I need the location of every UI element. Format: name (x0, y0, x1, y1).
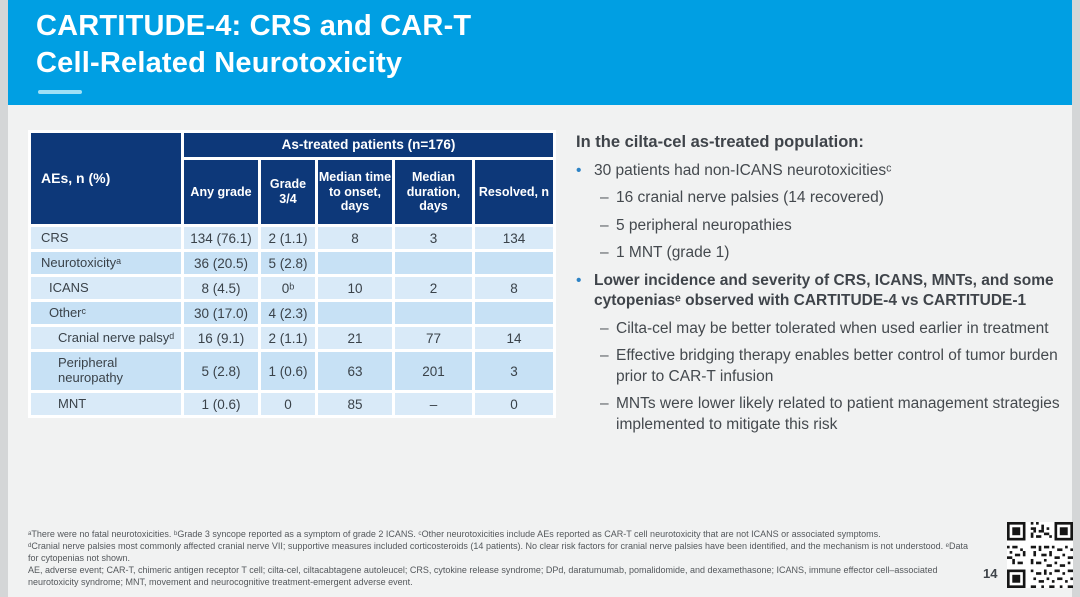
sub-bullet-item (600, 188, 1076, 208)
table-cell: 2 (1.1) (261, 327, 315, 349)
table-cell (395, 252, 472, 274)
table-cell: 201 (395, 352, 472, 390)
table-cell: 14 (475, 327, 553, 349)
bullet-icon: • (576, 162, 582, 179)
table-cell: 8 (318, 227, 392, 249)
page-number: 14 (983, 566, 998, 581)
table-cell: 5 (2.8) (184, 352, 258, 390)
footnote-line-1: ᵃThere were no fatal neurotoxicities. ᵇGrade 3 syncope reported as a symptom of grade 2 ICANS. ᶜOther neurotoxicities include AEs reported as CAR-T cell neurotoxicity that are not ICANS or associated symptoms. (28, 529, 881, 539)
table-cell: 21 (318, 327, 392, 349)
table-corner-header: AEs, n (%) (31, 133, 181, 224)
row-label: MNT (31, 393, 181, 415)
table-cell: 0ᵇ (261, 277, 315, 299)
table-cell: 2 (1.1) (261, 227, 315, 249)
dash-icon: – (600, 244, 609, 262)
column-header-median-duration: Median duration, days (395, 160, 472, 224)
slide (8, 0, 1072, 597)
bullet-text: Lower incidence and severity of CRS, ICANS, MNTs, and some cytopeniasᵉ observed with CARTITUDE-4 vs CARTITUDE-1 (594, 271, 1054, 310)
bullet-text: 30 patients had non-ICANS neurotoxicitiesᶜ (594, 162, 892, 179)
ae-table-header (31, 133, 553, 224)
table-cell: 3 (475, 352, 553, 390)
sub-bullet-item (600, 319, 1076, 339)
slide-title-line2: Cell-Related Neurotoxicity (36, 47, 403, 80)
row-label: CRS (31, 227, 181, 249)
table-row-peripheral-neuropathy (31, 352, 553, 390)
dash-icon: – (600, 319, 609, 337)
footnotes (28, 529, 980, 589)
slide-title (36, 8, 471, 82)
bullet-text: 5 peripheral neuropathies (616, 216, 792, 234)
table-cell (475, 252, 553, 274)
table-cell: 2 (395, 277, 472, 299)
title-underline (38, 90, 82, 94)
table-span-header: As-treated patients (n=176) (184, 133, 553, 157)
qr-code (1007, 522, 1073, 588)
table-row-other (31, 302, 553, 324)
bullet-text: MNTs were lower likely related to patient management strategies implemented to mitigate this risk (616, 395, 1060, 433)
table-row-neurotoxicity (31, 252, 553, 274)
bullet-item (576, 271, 1076, 312)
table-cell: 77 (395, 327, 472, 349)
sub-bullet-item (600, 216, 1076, 236)
slide-header (8, 0, 1072, 105)
table-cell (318, 302, 392, 324)
sub-bullet-item (600, 346, 1076, 387)
summary-panel (576, 133, 1076, 442)
table-cell: 1 (0.6) (261, 352, 315, 390)
table-row-mnt (31, 393, 553, 415)
table-cell: 5 (2.8) (261, 252, 315, 274)
row-label: ICANS (31, 277, 181, 299)
table-row-cranial-nerve-palsy (31, 327, 553, 349)
table-cell: 134 (76.1) (184, 227, 258, 249)
table-cell: 134 (475, 227, 553, 249)
table-cell: 8 (4.5) (184, 277, 258, 299)
table-cell: 16 (9.1) (184, 327, 258, 349)
row-label: Cranial nerve palsyᵈ (31, 327, 181, 349)
column-header-resolved: Resolved, n (475, 160, 553, 224)
table-cell: 85 (318, 393, 392, 415)
table-cell (395, 302, 472, 324)
footnote-abbreviations: AE, adverse event; CAR-T, chimeric antigen receptor T cell; cilta-cel, ciltacabtagene autoleucel; CRS, cytokine release syndrome; DPd, daratumumab, pomalidomide, and dexamethasone; ICANS, immune effector cell–associated neurotoxicity syndrome; MNT, movement and neurocognitive treatment-emergent adverse event. (28, 564, 938, 587)
column-header-grade-3-4: Grade 3/4 (261, 160, 315, 224)
table-cell: 1 (0.6) (184, 393, 258, 415)
dash-icon: – (600, 395, 609, 413)
bullet-text: 16 cranial nerve palsies (14 recovered) (616, 189, 884, 207)
slide-title-line1: CARTITUDE-4: CRS and CAR-T (36, 10, 472, 42)
table-cell: 0 (475, 393, 553, 415)
row-label: Peripheral neuropathy (31, 352, 181, 390)
sub-bullet-item (600, 243, 1076, 263)
table-cell: 63 (318, 352, 392, 390)
table-cell: 30 (17.0) (184, 302, 258, 324)
table-cell: 10 (318, 277, 392, 299)
table-cell: 0 (261, 393, 315, 415)
table-cell: 3 (395, 227, 472, 249)
bullet-text: Cilta-cel may be better tolerated when used earlier in treatment (616, 319, 1049, 337)
panel-heading: In the cilta-cel as-treated population: (576, 133, 864, 151)
dash-icon: – (600, 216, 609, 234)
footnote-line-2: ᵈCranial nerve palsies most commonly affected cranial nerve VII; supportive measures included corticosteroids (14 patients). No clear risk factors for cranial nerve palsies have been identified, and the mechanism is not understood. ᵉData for cytopenias not shown. (28, 540, 969, 563)
table-cell: – (395, 393, 472, 415)
dash-icon: – (600, 347, 609, 365)
bullet-text: 1 MNT (grade 1) (616, 244, 730, 262)
row-label: Otherᶜ (31, 302, 181, 324)
ae-table (28, 130, 556, 418)
bullet-icon: • (576, 271, 582, 289)
table-cell (475, 302, 553, 324)
column-header-median-onset: Median time to onset, days (318, 160, 392, 224)
table-row-crs (31, 227, 553, 249)
row-label: Neurotoxicityᵃ (31, 252, 181, 274)
bullet-item (576, 161, 1076, 181)
table-cell: 4 (2.3) (261, 302, 315, 324)
sub-bullet-item (600, 394, 1076, 435)
table-cell: 36 (20.5) (184, 252, 258, 274)
table-cell (318, 252, 392, 274)
table-row-icans (31, 277, 553, 299)
bullet-text: Effective bridging therapy enables better control of tumor burden prior to CAR-T infusion (616, 347, 1058, 385)
dash-icon: – (600, 189, 609, 207)
table-cell: 8 (475, 277, 553, 299)
column-header-any-grade: Any grade (184, 160, 258, 224)
